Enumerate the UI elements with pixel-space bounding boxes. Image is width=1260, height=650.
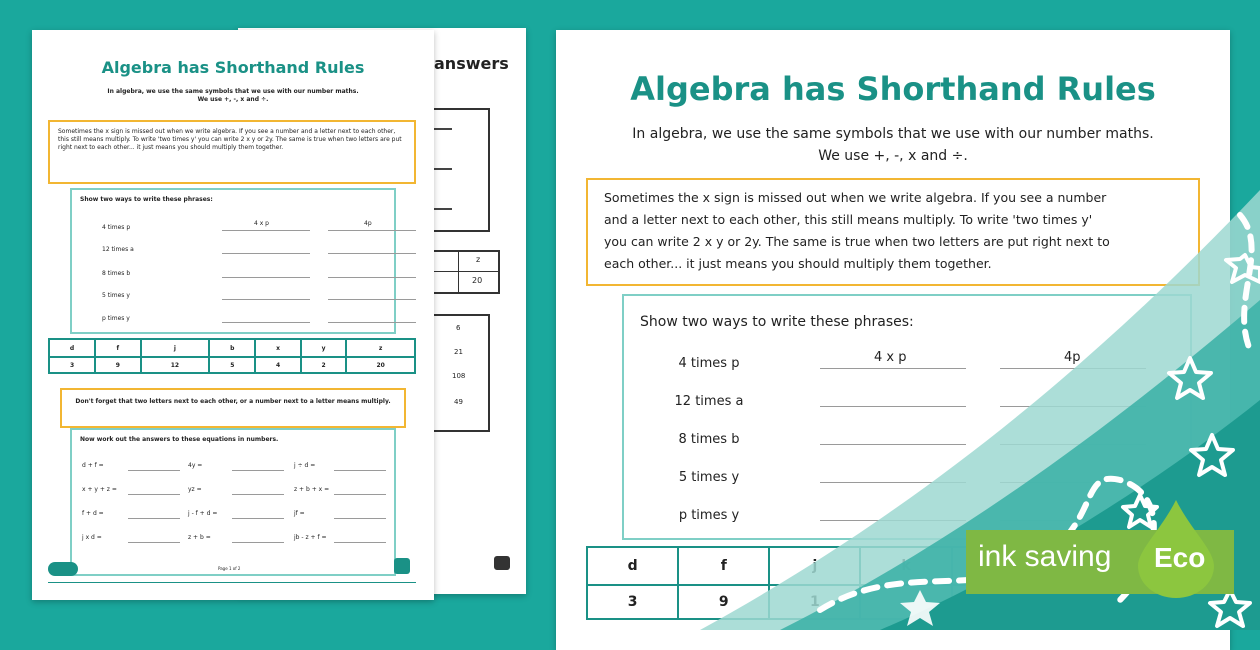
table-header: d <box>587 547 678 585</box>
table-header: f <box>678 547 769 585</box>
table-header: x <box>255 339 300 357</box>
front-phrase: 5 times y <box>102 292 130 299</box>
answer-value: 21 <box>454 348 463 356</box>
answers-mid-20: 20 <box>472 276 483 285</box>
big-rule-line: Sometimes the x sign is missed out when we write algebra. If you see a number <box>604 190 1107 205</box>
big-intro-line2: We use +, -, x and ÷. <box>818 148 968 164</box>
table-value: 9 <box>678 585 769 619</box>
front-phrase: 8 times b <box>102 270 131 277</box>
answers-header: answers <box>434 54 509 73</box>
table-header: y <box>301 339 346 357</box>
answers-mid-z: z <box>476 255 481 264</box>
footer-page: Page 1 of 2 <box>218 566 241 571</box>
equation: z + b = <box>188 534 211 541</box>
equation: j - f + d = <box>188 510 218 517</box>
table-value: 9 <box>95 357 140 373</box>
big-rule-line: and a letter next to each other, this still means multiply. To write 'two times y' <box>604 212 1093 227</box>
answer-value: 108 <box>452 372 466 380</box>
equation: j ÷ d = <box>294 462 316 469</box>
answer-value: 6 <box>456 324 461 332</box>
big-phrase: 12 times a <box>674 394 744 409</box>
table-value: 3 <box>49 357 95 373</box>
big-intro-line1: In algebra, we use the same symbols that we use with our number maths. <box>632 126 1154 142</box>
equation: j x d = <box>82 534 102 541</box>
big-example-2: 4p <box>1064 350 1081 365</box>
big-phrases-heading: Show two ways to write these phrases: <box>640 314 914 330</box>
answer-value: 49 <box>454 398 463 406</box>
badge-label: ink saving <box>978 540 1112 573</box>
front-equations-heading: Now work out the answers to these equations in numbers. <box>80 436 279 443</box>
big-example-1: 4 x p <box>874 350 907 365</box>
badge-eco-text: Eco <box>1154 542 1206 573</box>
big-phrase: 5 times y <box>678 470 740 485</box>
front-rule-text: Sometimes the x sign is missed out when we write algebra. If you see a number and a letter next to each other, this still means multiply. To write 'two times y' you can write 2 x y or 2y. The same is true when two letters are put right next to each other... it just means you should multiply them together. <box>58 128 402 151</box>
big-phrase: 4 times p <box>678 356 740 371</box>
table-value: 5 <box>209 357 255 373</box>
equation: 4y = <box>188 462 203 469</box>
table-header: d <box>49 339 95 357</box>
ink-saving-badge <box>966 530 1250 594</box>
front-title: Algebra has Shorthand Rules <box>101 58 365 77</box>
front-example-1: 4 x p <box>254 220 269 227</box>
equation: z + b + x = <box>294 486 330 493</box>
equation: yz = <box>188 486 202 493</box>
big-rule-line: you can write 2 x y or 2y. The same is true when two letters are put right next to <box>604 234 1110 249</box>
table-value: 12 <box>141 357 210 373</box>
table-header: j <box>141 339 210 357</box>
equation: jb - z + f = <box>294 534 327 541</box>
table-header: b <box>209 339 255 357</box>
equation: f + d = <box>82 510 104 517</box>
big-phrase: 8 times b <box>678 432 740 447</box>
table-header: z <box>346 339 415 357</box>
front-phrase: 12 times a <box>102 246 134 253</box>
table-value: 2 <box>301 357 346 373</box>
table-value: 20 <box>346 357 415 373</box>
front-reminder-text: Don't forget that two letters next to each other, or a number next to a letter means multiply. <box>75 398 391 405</box>
table-header: f <box>95 339 140 357</box>
table-value: 4 <box>255 357 300 373</box>
front-phrase: p times y <box>102 315 130 322</box>
big-title: Algebra has Shorthand Rules <box>630 70 1156 108</box>
front-phrases-heading: Show two ways to write these phrases: <box>80 196 213 203</box>
equation: jf = <box>294 510 305 517</box>
equation: d + f = <box>82 462 104 469</box>
table-value: 3 <box>587 585 678 619</box>
front-phrase: 4 times p <box>102 224 131 231</box>
big-rule-line: each other... it just means you should multiply them together. <box>604 256 992 271</box>
front-intro: In algebra, we use the same symbols that we use with our number maths. We use +, -, x and ÷. <box>107 88 359 103</box>
front-example-2: 4p <box>364 220 372 227</box>
equation: x + y + z = <box>82 486 117 493</box>
big-phrase: p times y <box>678 508 740 523</box>
